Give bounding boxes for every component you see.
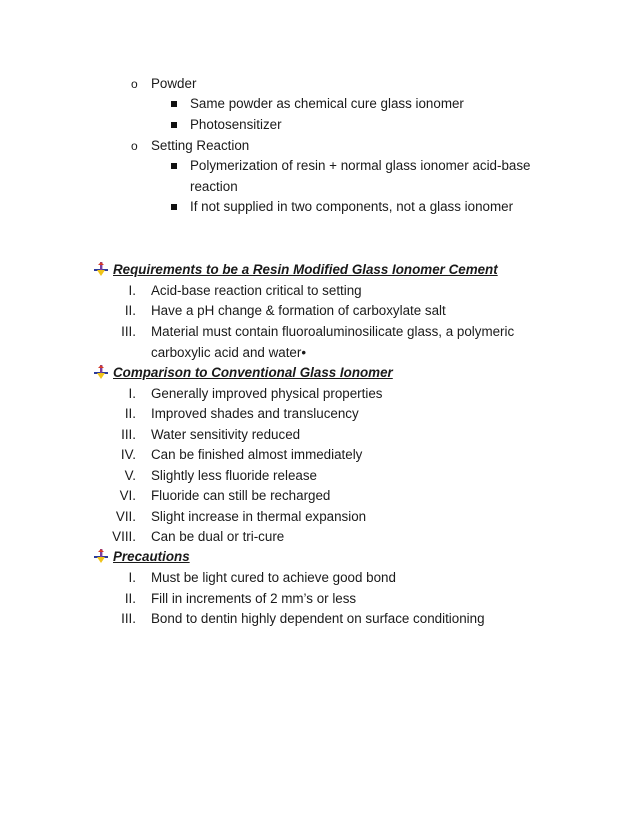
circle-bullet-icon: o xyxy=(131,139,138,153)
list-numeral: VIII. xyxy=(112,529,136,544)
list-item: Slight increase in thermal expansion xyxy=(151,509,367,524)
section-heading-requirements: Requirements to be a Resin Modified Glass Ionomer Cement xyxy=(113,262,498,277)
arrow-bullet-icon xyxy=(93,548,109,564)
list-numeral: III. xyxy=(121,324,136,339)
list-item: Material must contain fluoroaluminosilicate glass, a polymeric xyxy=(151,324,515,339)
list-numeral: I. xyxy=(128,570,136,585)
list-item: Bond to dentin highly dependent on surface conditioning xyxy=(151,611,485,626)
list-item: Have a pH change & formation of carboxylate salt xyxy=(151,303,446,318)
section-heading-comparison: Comparison to Conventional Glass Ionomer xyxy=(113,365,393,380)
list-item: Generally improved physical properties xyxy=(151,386,383,401)
list-item: Water sensitivity reduced xyxy=(151,427,301,442)
list-numeral: II. xyxy=(124,591,136,606)
circle-bullet-icon: o xyxy=(131,77,138,91)
list-item-continuation: reaction xyxy=(190,179,238,194)
list-item: Improved shades and translucency xyxy=(151,406,359,421)
square-bullet-icon xyxy=(171,163,177,169)
list-item-setting-reaction: Setting Reaction xyxy=(151,138,250,153)
square-bullet-icon xyxy=(171,101,177,107)
list-numeral: III. xyxy=(121,427,136,442)
list-numeral: II. xyxy=(124,406,136,421)
square-bullet-icon xyxy=(171,204,177,210)
list-item: Photosensitizer xyxy=(190,117,282,132)
section-heading-precautions: Precautions xyxy=(113,549,190,564)
list-item: Must be light cured to achieve good bond xyxy=(151,570,396,585)
list-item: Can be finished almost immediately xyxy=(151,447,363,462)
arrow-bullet-icon xyxy=(93,261,109,277)
list-item: Fluoride can still be recharged xyxy=(151,488,331,503)
list-item-powder: Powder xyxy=(151,76,197,91)
list-item: Polymerization of resin + normal glass ionomer acid-base xyxy=(190,158,531,173)
list-numeral: II. xyxy=(124,303,136,318)
list-item-continuation: carboxylic acid and water• xyxy=(151,345,307,360)
list-numeral: VI. xyxy=(119,488,136,503)
list-item: Slightly less fluoride release xyxy=(151,468,317,483)
list-item: Same powder as chemical cure glass ionomer xyxy=(190,96,464,111)
arrow-bullet-icon xyxy=(93,364,109,380)
list-item: If not supplied in two components, not a glass ionomer xyxy=(190,199,514,214)
list-item: Acid-base reaction critical to setting xyxy=(151,283,362,298)
list-numeral: I. xyxy=(128,386,136,401)
square-bullet-icon xyxy=(171,122,177,128)
list-numeral: IV. xyxy=(120,447,136,462)
list-numeral: V. xyxy=(124,468,136,483)
list-numeral: I. xyxy=(128,283,136,298)
list-item: Can be dual or tri-cure xyxy=(151,529,285,544)
list-numeral: III. xyxy=(121,611,136,626)
list-numeral: VII. xyxy=(115,509,136,524)
list-item: Fill in increments of 2 mm’s or less xyxy=(151,591,357,606)
